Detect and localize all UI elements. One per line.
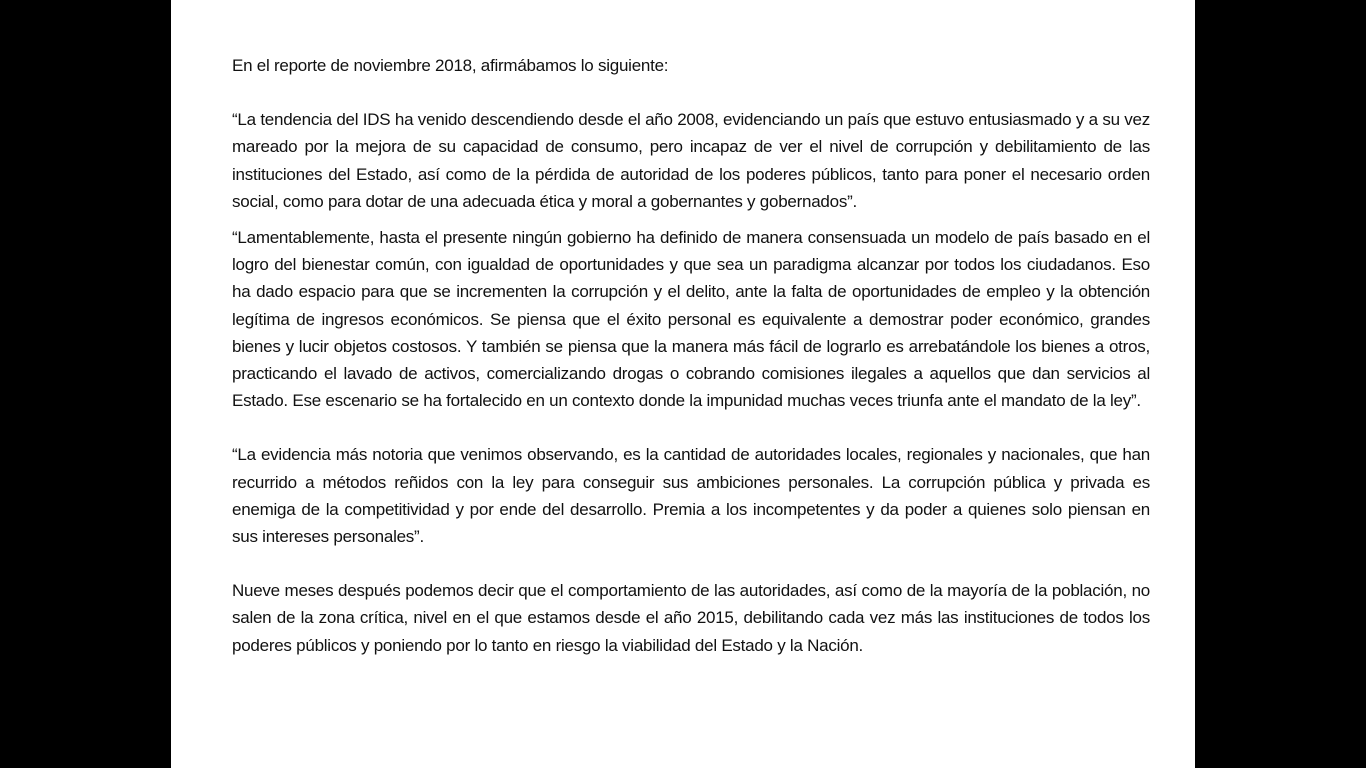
document-body	[232, 52, 1150, 659]
document-page	[171, 0, 1195, 768]
quote-paragraph-2: “Lamentablemente, hasta el presente ningún gobierno ha definido de manera consensuada un modelo de país basado en el logro del bienestar común, con igualdad de oportunidades y que sea un paradigma alcanzar por todos los ciudadanos. Eso ha dado espacio para que se incrementen la corrupción y el delito, ante la falta de oportunidades de empleo y la obtención legítima de ingresos económicos. Se piensa que el éxito personal es equivalente a demostrar poder económico, grandes bienes y lucir objetos costosos. Y también se piensa que la manera más fácil de lograrlo es arrebatándole los bienes a otros, practicando el lavado de activos, comercializando drogas o cobrando comisiones ilegales a aquellos que dan servicios al Estado. Ese escenario se ha fortalecido en un contexto donde la impunidad muchas veces triunfa ante el mandato de la ley”.	[232, 228, 1150, 411]
intro-paragraph: En el reporte de noviembre 2018, afirmábamos lo siguiente:	[232, 56, 669, 75]
quote-paragraph-1: “La tendencia del IDS ha venido descendiendo desde el año 2008, evidenciando un país que estuvo entusiasmado y a su vez mareado por la mejora de su capacidad de consumo, pero incapaz de ver el nivel de corrupción y debilitamiento de las instituciones del Estado, así como de la pérdida de autoridad de los poderes públicos, tanto para poner el necesario orden social, como para dotar de una adecuada ética y moral a gobernantes y gobernados”.	[232, 110, 1150, 211]
conclusion-paragraph: Nueve meses después podemos decir que el comportamiento de las autoridades, así como de la mayoría de la población, no salen de la zona crítica, nivel en el que estamos desde el año 2015, debilitando cada vez más las instituciones de todos los poderes públicos y poniendo por lo tanto en riesgo la viabilidad del Estado y la Nación.	[232, 581, 1150, 655]
quote-paragraph-3: “La evidencia más notoria que venimos observando, es la cantidad de autoridades locales, regionales y nacionales, que han recurrido a métodos reñidos con la ley para conseguir sus ambiciones personales. La corrupción pública y privada es enemiga de la competitividad y por ende del desarrollo. Premia a los incompetentes y da poder a quienes solo piensan en sus intereses personales”.	[232, 445, 1150, 547]
